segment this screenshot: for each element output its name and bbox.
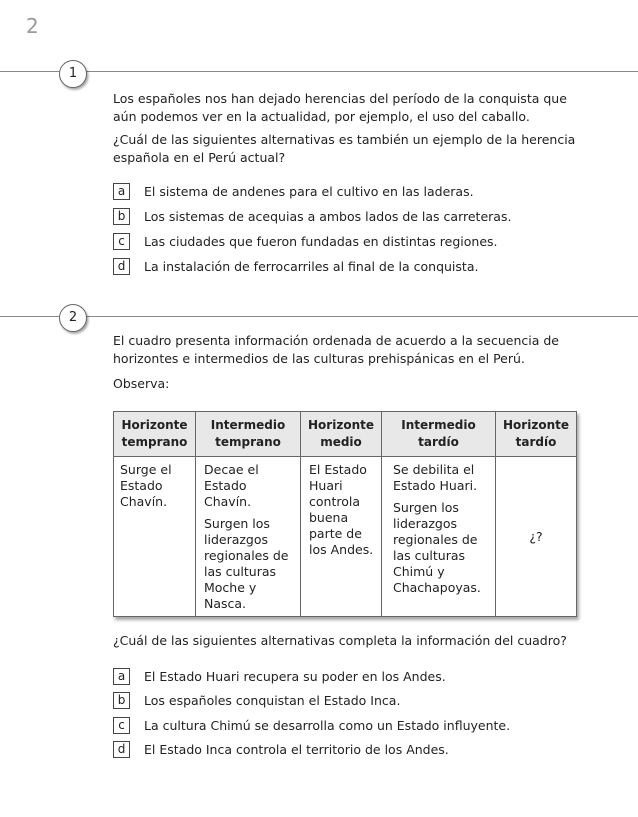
question-1-option-c[interactable] xyxy=(113,233,613,250)
option-letter-box: c xyxy=(113,717,130,734)
option-text: El Estado Inca controla el territorio de los Andes. xyxy=(144,742,449,757)
cell-text: Decae el Estado Chavín. xyxy=(204,462,259,509)
table-cell-intermedio-tardio xyxy=(393,462,491,602)
question-2-option-b[interactable] xyxy=(113,692,613,709)
option-letter-box: d xyxy=(113,258,130,275)
table-header-intermedio-tardio: Intermedio tardío xyxy=(401,418,476,449)
table-header-horizonte-tardio: Horizonte tardío xyxy=(503,418,569,449)
question-2-divider xyxy=(0,316,638,317)
page-number: 2 xyxy=(26,14,39,38)
question-1-intro: Los españoles nos han dejado herencias del período de la conquista que aún podemos ver en la actualidad, por ejemplo, el uso del caballo. xyxy=(113,91,567,124)
table-column-divider xyxy=(300,412,301,616)
question-2-option-d[interactable] xyxy=(113,741,613,758)
option-text: Los españoles conquistan el Estado Inca. xyxy=(144,693,401,708)
table-cell-intermedio-temprano xyxy=(204,462,296,618)
option-letter-box: a xyxy=(113,183,130,200)
cell-text: Surge el Estado Chavín. xyxy=(120,462,172,509)
question-2-prompt: ¿Cuál de las siguientes alternativas completa la información del cuadro? xyxy=(113,633,567,648)
option-letter-box: c xyxy=(113,233,130,250)
option-text: Las ciudades que fueron fundadas en distintas regiones. xyxy=(144,234,498,249)
table-header-horizonte-temprano: Horizonte temprano xyxy=(121,418,188,449)
question-1-number-badge: 1 xyxy=(59,60,87,88)
table-cell-horizonte-tardio-unknown: ¿? xyxy=(529,529,543,544)
option-text: Los sistemas de acequias a ambos lados de las carreteras. xyxy=(144,209,512,224)
question-2-number-badge: 2 xyxy=(59,304,87,332)
question-1-option-b[interactable] xyxy=(113,208,613,225)
option-text: El Estado Huari recupera su poder en los Andes. xyxy=(144,669,446,684)
cell-text: El Estado Huari controla buena parte de los Andes. xyxy=(309,462,374,557)
table-column-divider xyxy=(381,412,382,616)
cell-text: Surgen los liderazgos regionales de las culturas Chimú y Chachapoyas. xyxy=(393,500,481,595)
question-1-option-a[interactable] xyxy=(113,183,613,200)
question-2-option-a[interactable] xyxy=(113,668,613,685)
question-1-divider xyxy=(0,71,638,72)
cell-text: Surgen los liderazgos regionales de las culturas Moche y Nasca. xyxy=(204,516,289,611)
option-letter-box: d xyxy=(113,741,130,758)
question-2-intro: El cuadro presenta información ordenada de acuerdo a la secuencia de horizontes e intermedios de las culturas prehispánicas en el Perú. xyxy=(113,333,559,366)
option-text: La instalación de ferrocarriles al final de la conquista. xyxy=(144,259,479,274)
table-cell-horizonte-temprano xyxy=(120,462,186,516)
option-text: El sistema de andenes para el cultivo en las laderas. xyxy=(144,184,474,199)
table-cell-horizonte-medio xyxy=(309,462,377,564)
table-header-row xyxy=(114,412,576,457)
table-header-intermedio-temprano: Intermedio temprano xyxy=(210,418,286,449)
question-1-prompt: ¿Cuál de las siguientes alternativas es también un ejemplo de la herencia española en el Perú actual? xyxy=(113,132,576,165)
option-letter-box: b xyxy=(113,208,130,225)
table-header-horizonte-medio: Horizonte medio xyxy=(308,418,374,449)
option-letter-box: b xyxy=(113,692,130,709)
question-2-observe-label: Observa: xyxy=(113,376,170,391)
option-text: La cultura Chimú se desarrolla como un Estado influyente. xyxy=(144,718,511,733)
question-1-option-d[interactable] xyxy=(113,258,613,275)
question-2-option-c[interactable] xyxy=(113,717,613,734)
option-letter-box: a xyxy=(113,668,130,685)
cell-text: Se debilita el Estado Huari. xyxy=(393,462,478,493)
cultures-table xyxy=(113,411,577,617)
table-column-divider xyxy=(195,412,196,616)
